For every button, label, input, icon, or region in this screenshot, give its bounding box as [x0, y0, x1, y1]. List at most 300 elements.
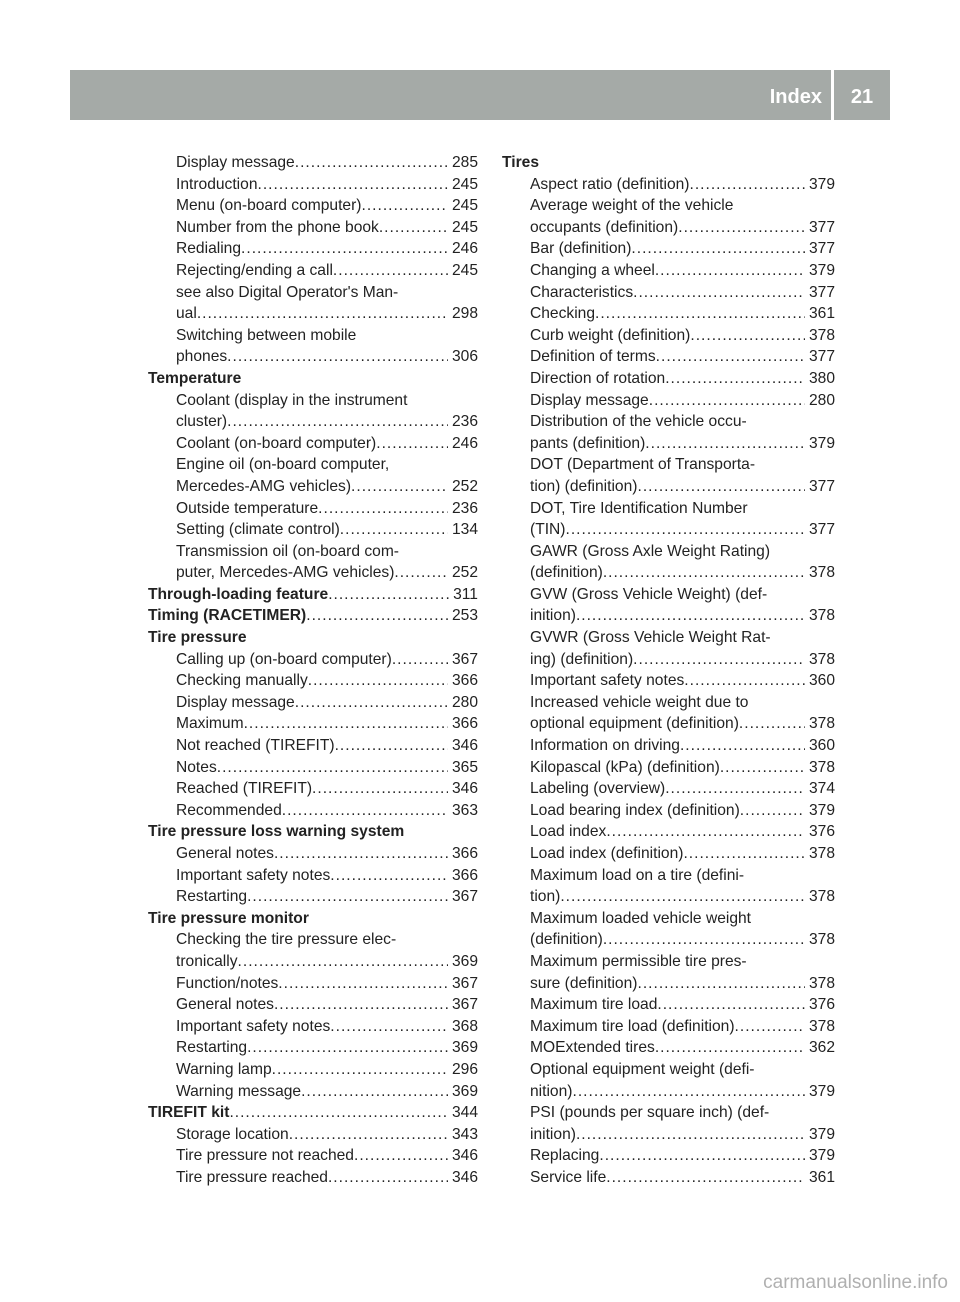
index-subentry: [148, 519, 478, 541]
leader-dots: [295, 152, 448, 174]
page-ref: 361: [808, 1168, 835, 1186]
index-subentry: [502, 1167, 835, 1189]
page-ref: 374: [808, 780, 835, 798]
entry-text-continued: nition): [530, 1082, 573, 1100]
leader-dots: [566, 519, 805, 541]
entry-text: Information on driving: [530, 737, 680, 755]
leader-dots: [739, 713, 805, 735]
entry-text: Calling up (on-board computer): [176, 650, 392, 668]
index-subentry: [148, 282, 478, 325]
leader-dots: [217, 757, 448, 779]
leader-dots: [274, 994, 448, 1016]
page-ref: 379: [808, 1082, 835, 1100]
entry-text: Labeling (overview): [530, 780, 666, 798]
page-ref: 378: [808, 607, 835, 625]
entry-text: Redialing: [176, 240, 242, 258]
page-ref: 369: [451, 1039, 478, 1057]
page-ref: 361: [808, 305, 835, 323]
leader-dots: [631, 238, 805, 260]
page-ref: 245: [451, 261, 478, 279]
index-subentry: [148, 325, 478, 368]
page-ref: 252: [451, 564, 478, 582]
entry-text: Maximum tire load (definition): [530, 1017, 735, 1035]
index-subentry: [148, 886, 478, 908]
leader-dots: [312, 778, 448, 800]
page-number: 21: [850, 86, 874, 108]
entry-text: Introduction: [176, 175, 258, 193]
leader-dots: [278, 973, 448, 995]
entry-text: Bar (definition): [530, 240, 632, 258]
index-subentry: [502, 174, 835, 196]
page-ref: 366: [451, 866, 478, 884]
entry-text: Checking: [530, 305, 596, 323]
entry-text: GVWR (Gross Vehicle Weight Rat-: [530, 629, 771, 647]
entry-text: Display message: [530, 391, 649, 409]
page-ref: 379: [808, 175, 835, 193]
leader-dots: [258, 174, 448, 196]
entry-text: Engine oil (on-board computer,: [176, 456, 390, 474]
page-ref: 363: [451, 801, 478, 819]
entry-text: Checking manually: [176, 672, 308, 690]
leader-dots: [379, 217, 448, 239]
entry-text: see also Digital Operator's Man-: [176, 283, 399, 301]
leader-dots: [227, 346, 448, 368]
page-ref: 280: [451, 693, 478, 711]
index-subentry: [148, 929, 478, 972]
page-ref: 376: [808, 823, 835, 841]
index-subentry: [148, 692, 478, 714]
header-title: Index: [769, 86, 822, 108]
entry-text: Display message: [176, 693, 295, 711]
index-subentry: [148, 994, 478, 1016]
leader-dots: [633, 649, 805, 671]
index-subentry: [502, 584, 835, 627]
leader-dots: [649, 390, 805, 412]
leader-dots: [633, 282, 805, 304]
page-ref: 378: [808, 931, 835, 949]
index-subentry: [148, 217, 478, 239]
page-ref: 245: [451, 218, 478, 236]
leader-dots: [376, 433, 448, 455]
page-ref: 344: [451, 1104, 478, 1122]
leader-dots: [282, 800, 448, 822]
index-heading: [148, 605, 478, 627]
index-heading: [148, 1102, 478, 1124]
entry-text: Outside temperature: [176, 499, 319, 517]
entry-text: Coolant (display in the instrument: [176, 391, 408, 409]
leader-dots: [599, 1145, 805, 1167]
entry-text: GVW (Gross Vehicle Weight) (def-: [530, 585, 768, 603]
index-subentry: [502, 238, 835, 260]
leader-dots: [354, 1145, 448, 1167]
page-ref: 379: [808, 1125, 835, 1143]
leader-dots: [576, 1124, 805, 1146]
entry-text: Maximum permissible tire pres-: [530, 952, 747, 970]
entry-text: GAWR (Gross Axle Weight Rating): [530, 542, 771, 560]
leader-dots: [333, 260, 448, 282]
entry-text: Definition of terms: [530, 348, 656, 366]
entry-text-continued: puter, Mercedes-AMG vehicles): [176, 564, 395, 582]
index-subentry: [148, 778, 478, 800]
page-ref: 377: [808, 348, 835, 366]
entry-text: Important safety notes: [530, 672, 685, 690]
leader-dots: [606, 1167, 805, 1189]
entry-text: Timing (RACETIMER): [148, 607, 307, 625]
index-heading: [148, 821, 478, 843]
page-ref: 311: [453, 585, 478, 603]
index-subentry: [502, 692, 835, 735]
index-subentry: [502, 865, 835, 908]
leader-dots: [247, 1037, 448, 1059]
page-ref: 245: [451, 175, 478, 193]
page-ref: 379: [808, 1147, 835, 1165]
leader-dots: [572, 1081, 804, 1103]
entry-text-continued: cluster): [176, 413, 228, 431]
index-subentry: [502, 1102, 835, 1145]
entry-text: Warning message: [176, 1082, 302, 1100]
index-column-left: [148, 152, 478, 1189]
entry-text: Maximum tire load: [530, 996, 658, 1014]
entry-text-continued: ual: [176, 305, 197, 323]
index-subentry: [148, 713, 478, 735]
index-subentry: [502, 325, 835, 347]
leader-dots: [197, 303, 448, 325]
page-ref: 367: [451, 974, 478, 992]
index-subentry: [502, 1059, 835, 1102]
index-subentry: [148, 973, 478, 995]
page-ref: 360: [808, 672, 835, 690]
entry-text: Curb weight (definition): [530, 326, 691, 344]
page-ref: 296: [451, 1060, 478, 1078]
entry-text-continued: (TIN): [530, 521, 566, 539]
leader-dots: [606, 821, 805, 843]
page-ref: 346: [451, 1147, 478, 1165]
entry-text: Tire pressure reached: [176, 1168, 328, 1186]
page-ref: 280: [808, 391, 835, 409]
index-subentry: [502, 1145, 835, 1167]
page-ref: 377: [808, 521, 835, 539]
leader-dots: [657, 994, 805, 1016]
page-ref: 343: [451, 1125, 478, 1143]
page-ref: 366: [451, 845, 478, 862]
page-ref: 369: [451, 952, 478, 970]
index-subentry: [502, 735, 835, 757]
page-ref: 367: [451, 650, 478, 668]
entry-text: Number from the phone book: [176, 218, 379, 236]
index-subentry: [148, 865, 478, 887]
entry-text: Load index: [530, 823, 607, 841]
index-subentry: [502, 757, 835, 779]
entry-text-continued: ing) (definition): [530, 650, 634, 668]
page-ref: 376: [808, 996, 835, 1014]
leader-dots: [720, 757, 805, 779]
page-ref: 252: [451, 477, 478, 495]
page-ref: 246: [451, 434, 478, 452]
leader-dots: [655, 260, 805, 282]
entry-text: Checking the tire pressure elec-: [176, 931, 397, 949]
page-ref: 377: [808, 283, 835, 301]
page-ref: 378: [808, 1017, 835, 1035]
index-subentry: [502, 390, 835, 412]
leader-dots: [656, 346, 805, 368]
index-subentry: [148, 260, 478, 282]
index-subentry: [148, 238, 478, 260]
entry-text-continued: phones: [176, 348, 228, 366]
index-heading: [502, 152, 835, 174]
index-subentry: [502, 821, 835, 843]
entry-text-continued: inition): [530, 607, 576, 625]
leader-dots: [603, 929, 805, 951]
index-subentry: [148, 670, 478, 692]
entry-text-continued: tion): [530, 888, 561, 906]
index-subentry: [502, 670, 835, 692]
leader-dots: [665, 778, 805, 800]
entry-text-continued: sure (definition): [530, 974, 638, 992]
index-subentry: [502, 1016, 835, 1038]
entry-text: Recommended: [176, 801, 282, 819]
entry-text: Increased vehicle weight due to: [530, 693, 749, 711]
page-ref: 378: [808, 564, 835, 582]
entry-text: Maximum: [176, 715, 244, 733]
leader-dots: [690, 325, 805, 347]
entry-text-continued: tion) (definition): [530, 477, 638, 495]
entry-text-continued: inition): [530, 1125, 576, 1143]
entry-text: DOT (Department of Transporta-: [530, 456, 756, 474]
entry-text: Service life: [530, 1168, 607, 1186]
page-ref: 377: [808, 218, 835, 236]
entry-text: General notes: [176, 845, 274, 862]
index-subentry: [148, 1016, 478, 1038]
page-ref: 367: [451, 888, 478, 906]
entry-text: Switching between mobile: [176, 326, 357, 344]
entry-text: Maximum loaded vehicle weight: [530, 909, 752, 927]
page-ref: 362: [808, 1039, 835, 1057]
entry-text-continued: Mercedes-AMG vehicles): [176, 477, 352, 495]
leader-dots: [576, 605, 805, 627]
leader-dots: [330, 1016, 448, 1038]
entry-text: Through-loading feature: [148, 585, 329, 603]
index-subentry: [148, 498, 478, 520]
entry-text-continued: occupants (definition): [530, 218, 679, 236]
entry-text: Rejecting/ending a call: [176, 261, 333, 279]
entry-text: Display message: [176, 154, 295, 171]
page-ref: 285: [451, 154, 478, 171]
leader-dots: [655, 1037, 805, 1059]
page-ref: 379: [808, 261, 835, 279]
leader-dots: [330, 865, 448, 887]
page-ref: 379: [808, 801, 835, 819]
leader-dots: [289, 1124, 448, 1146]
page-ref: 134: [451, 521, 478, 539]
page-ref: 245: [451, 197, 478, 215]
entry-text: Transmission oil (on-board com-: [176, 542, 400, 560]
entry-text: Characteristics: [530, 283, 634, 301]
leader-dots: [680, 735, 805, 757]
leader-dots: [740, 800, 805, 822]
leader-dots: [394, 562, 448, 584]
entry-text: Changing a wheel: [530, 261, 655, 279]
index-heading: [148, 908, 478, 930]
index-subentry: [148, 843, 478, 865]
leader-dots: [689, 174, 804, 196]
entry-text: Menu (on-board computer): [176, 197, 362, 215]
page-ref: 236: [451, 413, 478, 431]
leader-dots: [301, 1081, 448, 1103]
entry-text: Replacing: [530, 1147, 600, 1165]
watermark: carmanualsonline.info: [763, 1272, 948, 1293]
leader-dots: [684, 670, 805, 692]
leader-dots: [306, 605, 448, 627]
index-subentry: [502, 346, 835, 368]
leader-dots: [603, 562, 805, 584]
leader-dots: [308, 670, 448, 692]
index-subentry: [502, 778, 835, 800]
leader-dots: [238, 951, 448, 973]
entry-text: Storage location: [176, 1125, 289, 1143]
index-heading: [148, 368, 478, 390]
leader-dots: [735, 1016, 805, 1038]
leader-dots: [335, 735, 448, 757]
page-ref: 346: [451, 1168, 478, 1186]
entry-text: Notes: [176, 758, 217, 776]
page-ref: 368: [451, 1017, 478, 1035]
page-ref: 298: [451, 305, 478, 323]
entry-text: Restarting: [176, 888, 248, 906]
index-subentry: [502, 800, 835, 822]
entry-text-continued: tronically: [176, 952, 238, 970]
leader-dots: [678, 217, 805, 239]
page-ref: 380: [808, 369, 835, 387]
leader-dots: [328, 1167, 448, 1189]
leader-dots: [272, 1059, 448, 1081]
index-subentry: [148, 541, 478, 584]
entry-text: Function/notes: [176, 974, 279, 992]
leader-dots: [560, 886, 805, 908]
entry-text-continued: (definition): [530, 564, 603, 582]
entry-text: TIREFIT kit: [148, 1104, 230, 1122]
index-subentry: [148, 195, 478, 217]
entry-text: Optional equipment weight (defi-: [530, 1060, 755, 1078]
entry-text: Aspect ratio (definition): [530, 175, 690, 193]
index-subentry: [502, 951, 835, 994]
leader-dots: [318, 498, 448, 520]
leader-dots: [244, 713, 448, 735]
entry-text: Tire pressure loss warning system: [148, 823, 405, 841]
index-subentry: [502, 541, 835, 584]
page-ref: 367: [451, 996, 478, 1014]
index-subentry: [502, 195, 835, 238]
index-subentry: [148, 1059, 478, 1081]
page-ref: 346: [451, 780, 478, 798]
entry-text: Important safety notes: [176, 866, 331, 884]
entry-text: Load bearing index (definition): [530, 801, 740, 819]
index-subentry: [148, 174, 478, 196]
leader-dots: [247, 886, 448, 908]
leader-dots: [595, 303, 805, 325]
index-subentry: [502, 498, 835, 541]
leader-dots: [645, 433, 805, 455]
entry-text: Kilopascal (kPa) (definition): [530, 758, 720, 776]
index-subentry: [148, 1081, 478, 1103]
page-ref: 369: [451, 1082, 478, 1100]
page-ref: 360: [808, 737, 835, 755]
page-ref: 366: [451, 672, 478, 690]
entry-text: Maximum load on a tire (defini-: [530, 866, 745, 884]
index-subentry: [502, 908, 835, 951]
entry-text: Tire pressure: [148, 629, 247, 647]
entry-text-continued: (definition): [530, 931, 603, 949]
leader-dots: [274, 843, 448, 865]
leader-dots: [241, 238, 448, 260]
leader-dots: [665, 368, 805, 390]
leader-dots: [637, 973, 804, 995]
index-subentry: [502, 994, 835, 1016]
entry-text: DOT, Tire Identification Number: [530, 499, 748, 517]
index-subentry: [148, 433, 478, 455]
index-subentry: [148, 454, 478, 497]
page-ref: 377: [808, 477, 835, 495]
page-ref: 346: [451, 737, 478, 755]
entry-text: Tires: [502, 154, 539, 171]
index-subentry: [502, 282, 835, 304]
page-ref: 365: [451, 758, 478, 776]
page-ref: 246: [451, 240, 478, 258]
page-ref: 378: [808, 715, 835, 733]
leader-dots: [227, 411, 448, 433]
page-ref: 378: [808, 845, 835, 862]
page-ref: 378: [808, 974, 835, 992]
index-subentry: [148, 152, 478, 174]
entry-text: General notes: [176, 996, 274, 1014]
page-ref: 378: [808, 888, 835, 906]
page-ref: 306: [451, 348, 478, 366]
index-subentry: [148, 1124, 478, 1146]
leader-dots: [351, 476, 448, 498]
leader-dots: [229, 1102, 448, 1124]
index-subentry: [502, 1037, 835, 1059]
entry-text: Temperature: [148, 369, 242, 387]
index-subentry: [502, 411, 835, 454]
entry-text: Average weight of the vehicle: [530, 197, 734, 215]
index-heading: [148, 627, 478, 649]
index-subentry: [148, 800, 478, 822]
leader-dots: [637, 476, 804, 498]
index-subentry: [148, 735, 478, 757]
entry-text: Tire pressure monitor: [148, 909, 309, 927]
index-column-right: [502, 152, 835, 1189]
leader-dots: [361, 195, 447, 217]
leader-dots: [295, 692, 448, 714]
page-ref: 377: [808, 240, 835, 258]
entry-text: Load index (definition): [530, 845, 684, 862]
index-subentry: [502, 843, 835, 865]
entry-text: Reached (TIREFIT): [176, 780, 313, 798]
index-subentry: [148, 649, 478, 671]
index-subentry: [502, 303, 835, 325]
index-subentry: [502, 368, 835, 390]
leader-dots: [340, 519, 448, 541]
page-ref: 378: [808, 650, 835, 668]
index-subentry: [502, 260, 835, 282]
index-subentry: [148, 1145, 478, 1167]
index-subentry: [148, 757, 478, 779]
entry-text: Coolant (on-board computer): [176, 434, 377, 452]
index-subentry: [502, 627, 835, 670]
entry-text-continued: pants (definition): [530, 434, 646, 452]
entry-text: Distribution of the vehicle occu-: [530, 413, 747, 431]
index-subentry: [148, 1037, 478, 1059]
entry-text-continued: optional equipment (definition): [530, 715, 739, 733]
